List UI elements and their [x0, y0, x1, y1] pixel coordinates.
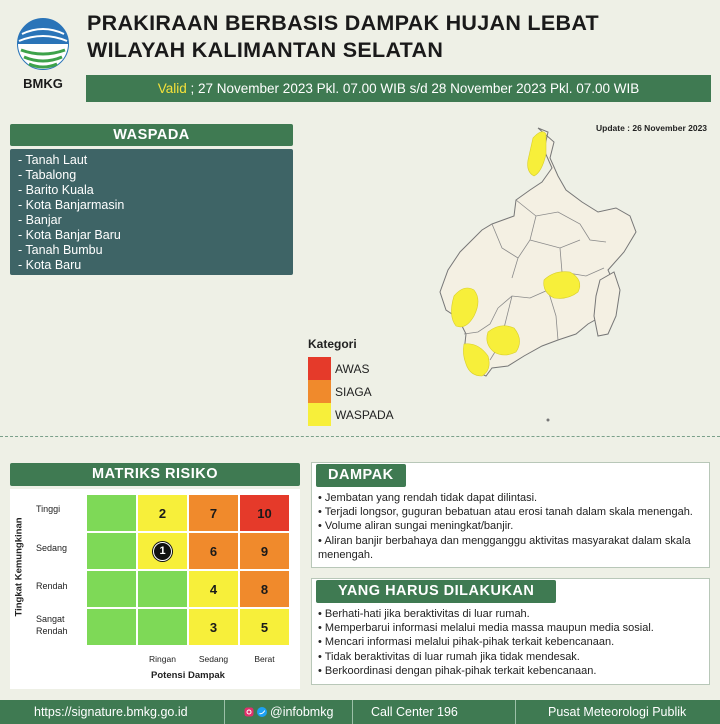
footer-divider: [515, 700, 516, 724]
list-item: • Terjadi longsor, guguran bebatuan atau erosi tanah dalam skala menengah.: [318, 505, 703, 519]
dilakukan-heading: YANG HARUS DILAKUKAN: [316, 580, 556, 603]
matrix-grid: [86, 494, 290, 646]
matrix-cell: [137, 532, 188, 570]
col-label-sedang: Sedang: [198, 654, 229, 664]
social-handle: @infobmkg: [270, 705, 334, 719]
legend-swatch: [308, 380, 331, 403]
footer-divider: [352, 700, 353, 724]
dilakukan-panel: [311, 578, 710, 685]
list-item: - Tabalong: [18, 168, 77, 182]
logo-text: BMKG: [23, 76, 63, 91]
col-label-berat: Berat: [254, 654, 275, 664]
y-axis-title-text: Tingkat Kemungkinan: [13, 517, 25, 617]
call-center: Call Center 196: [371, 705, 458, 719]
kalsel-map: [430, 120, 720, 430]
update-date: Update : 26 November 2023: [596, 123, 708, 133]
legend-swatch: [308, 357, 331, 380]
risk-matrix: [10, 489, 300, 689]
matrix-cell: 8: [239, 570, 290, 608]
list-item: - Kota Banjarmasin: [18, 198, 125, 212]
matrix-cell: 4: [188, 570, 239, 608]
x-axis-title: Potensi Dampak: [151, 670, 225, 681]
list-item: - Kota Banjar Baru: [18, 228, 121, 242]
bmkg-logo: [12, 14, 74, 94]
waspada-zone-tanah-bumbu: [544, 272, 580, 299]
list-item: • Berkoordinasi dengan pihak-pihak terkait kebencanaan.: [318, 664, 703, 678]
list-item: - Tanah Laut: [18, 153, 88, 167]
matrix-cell: [137, 570, 188, 608]
header: [0, 0, 720, 106]
dilakukan-list: [318, 607, 703, 678]
twitter-icon: [257, 701, 267, 724]
legend-label: WASPADA: [335, 407, 394, 422]
website-link[interactable]: https://signature.bmkg.go.id: [34, 705, 188, 719]
current-risk-marker: 1: [153, 542, 172, 561]
waspada-zone-tabalong: [528, 132, 546, 176]
waspada-region-list: [10, 149, 293, 275]
list-item: • Berhati-hati jika beraktivitas di luar rumah.: [318, 607, 703, 621]
row-label-rendah: Rendah: [36, 581, 68, 591]
waspada-heading: WASPADA: [10, 124, 293, 146]
list-item: - Tanah Bumbu: [18, 243, 103, 257]
title-line-1: PRAKIRAAN BERBASIS DAMPAK HUJAN LEBAT: [87, 11, 599, 35]
list-item: • Volume aliran sungai meningkat/banjir.: [318, 519, 703, 533]
matrix-cell: [86, 570, 137, 608]
legend-item-awas: [308, 357, 394, 380]
page-title: [87, 10, 599, 64]
footer: [0, 700, 720, 724]
matrix-heading: MATRIKS RISIKO: [10, 463, 300, 486]
instagram-icon: [244, 701, 254, 724]
list-item: • Aliran banjir berbahaya dan mengganggu aktivitas masyarakat dalam skala menengah.: [318, 534, 703, 562]
row-label-tinggi: Tinggi: [36, 504, 61, 514]
matrix-cell: 10: [239, 494, 290, 532]
small-island: [547, 419, 550, 422]
matrix-cell: [137, 608, 188, 646]
dampak-list: [318, 491, 703, 562]
list-item: • Memperbarui informasi melalui media massa maupun media sosial.: [318, 621, 703, 635]
valid-period: ; 27 November 2023 Pkl. 07.00 WIB s/d 28 November 2023 Pkl. 07.00 WIB: [186, 81, 640, 96]
row-label-sangat-rendah: Sangat Rendah: [36, 614, 68, 636]
dampak-panel: [311, 462, 710, 568]
col-label-ringan: Ringan: [149, 654, 176, 664]
legend-label: SIAGA: [335, 384, 372, 399]
kategori-legend: [308, 337, 394, 426]
row-label-sedang: Sedang: [36, 543, 68, 553]
kategori-title: Kategori: [308, 337, 357, 351]
matrix-cell: 7: [188, 494, 239, 532]
matrix-cell: 9: [239, 532, 290, 570]
matrix-cell: 5: [239, 608, 290, 646]
matrix-cell: 3: [188, 608, 239, 646]
bmkg-logo-icon: [12, 14, 74, 76]
list-item: • Mencari informasi melalui pihak-pihak terkait kebencanaan.: [318, 635, 703, 649]
dampak-heading: DAMPAK: [316, 464, 406, 487]
legend-label: AWAS: [335, 361, 370, 376]
list-item: • Jembatan yang rendah tidak dapat dilintasi.: [318, 491, 703, 505]
y-axis-title: [12, 497, 26, 637]
social-link[interactable]: [244, 700, 333, 724]
legend-item-waspada: [308, 403, 394, 426]
list-item: - Kota Baru: [18, 258, 82, 272]
list-item: • Tidak beraktivitas di luar rumah jika tidak mendesak.: [318, 650, 703, 664]
matrix-cell: [86, 494, 137, 532]
list-item: - Banjar: [18, 213, 62, 227]
legend-swatch: [308, 403, 331, 426]
valid-label: Valid: [157, 81, 187, 96]
matrix-cell: 6: [188, 532, 239, 570]
section-divider: [0, 436, 720, 437]
validity-bar: [86, 75, 711, 102]
matrix-cell: [86, 608, 137, 646]
matrix-cell: 2: [137, 494, 188, 532]
title-line-2: WILAYAH KALIMANTAN SELATAN: [87, 38, 444, 62]
matrix-cell: [86, 532, 137, 570]
legend-item-siaga: [308, 380, 394, 403]
footer-divider: [224, 700, 225, 724]
list-item: - Barito Kuala: [18, 183, 94, 197]
organization-name: Pusat Meteorologi Publik: [548, 705, 687, 719]
